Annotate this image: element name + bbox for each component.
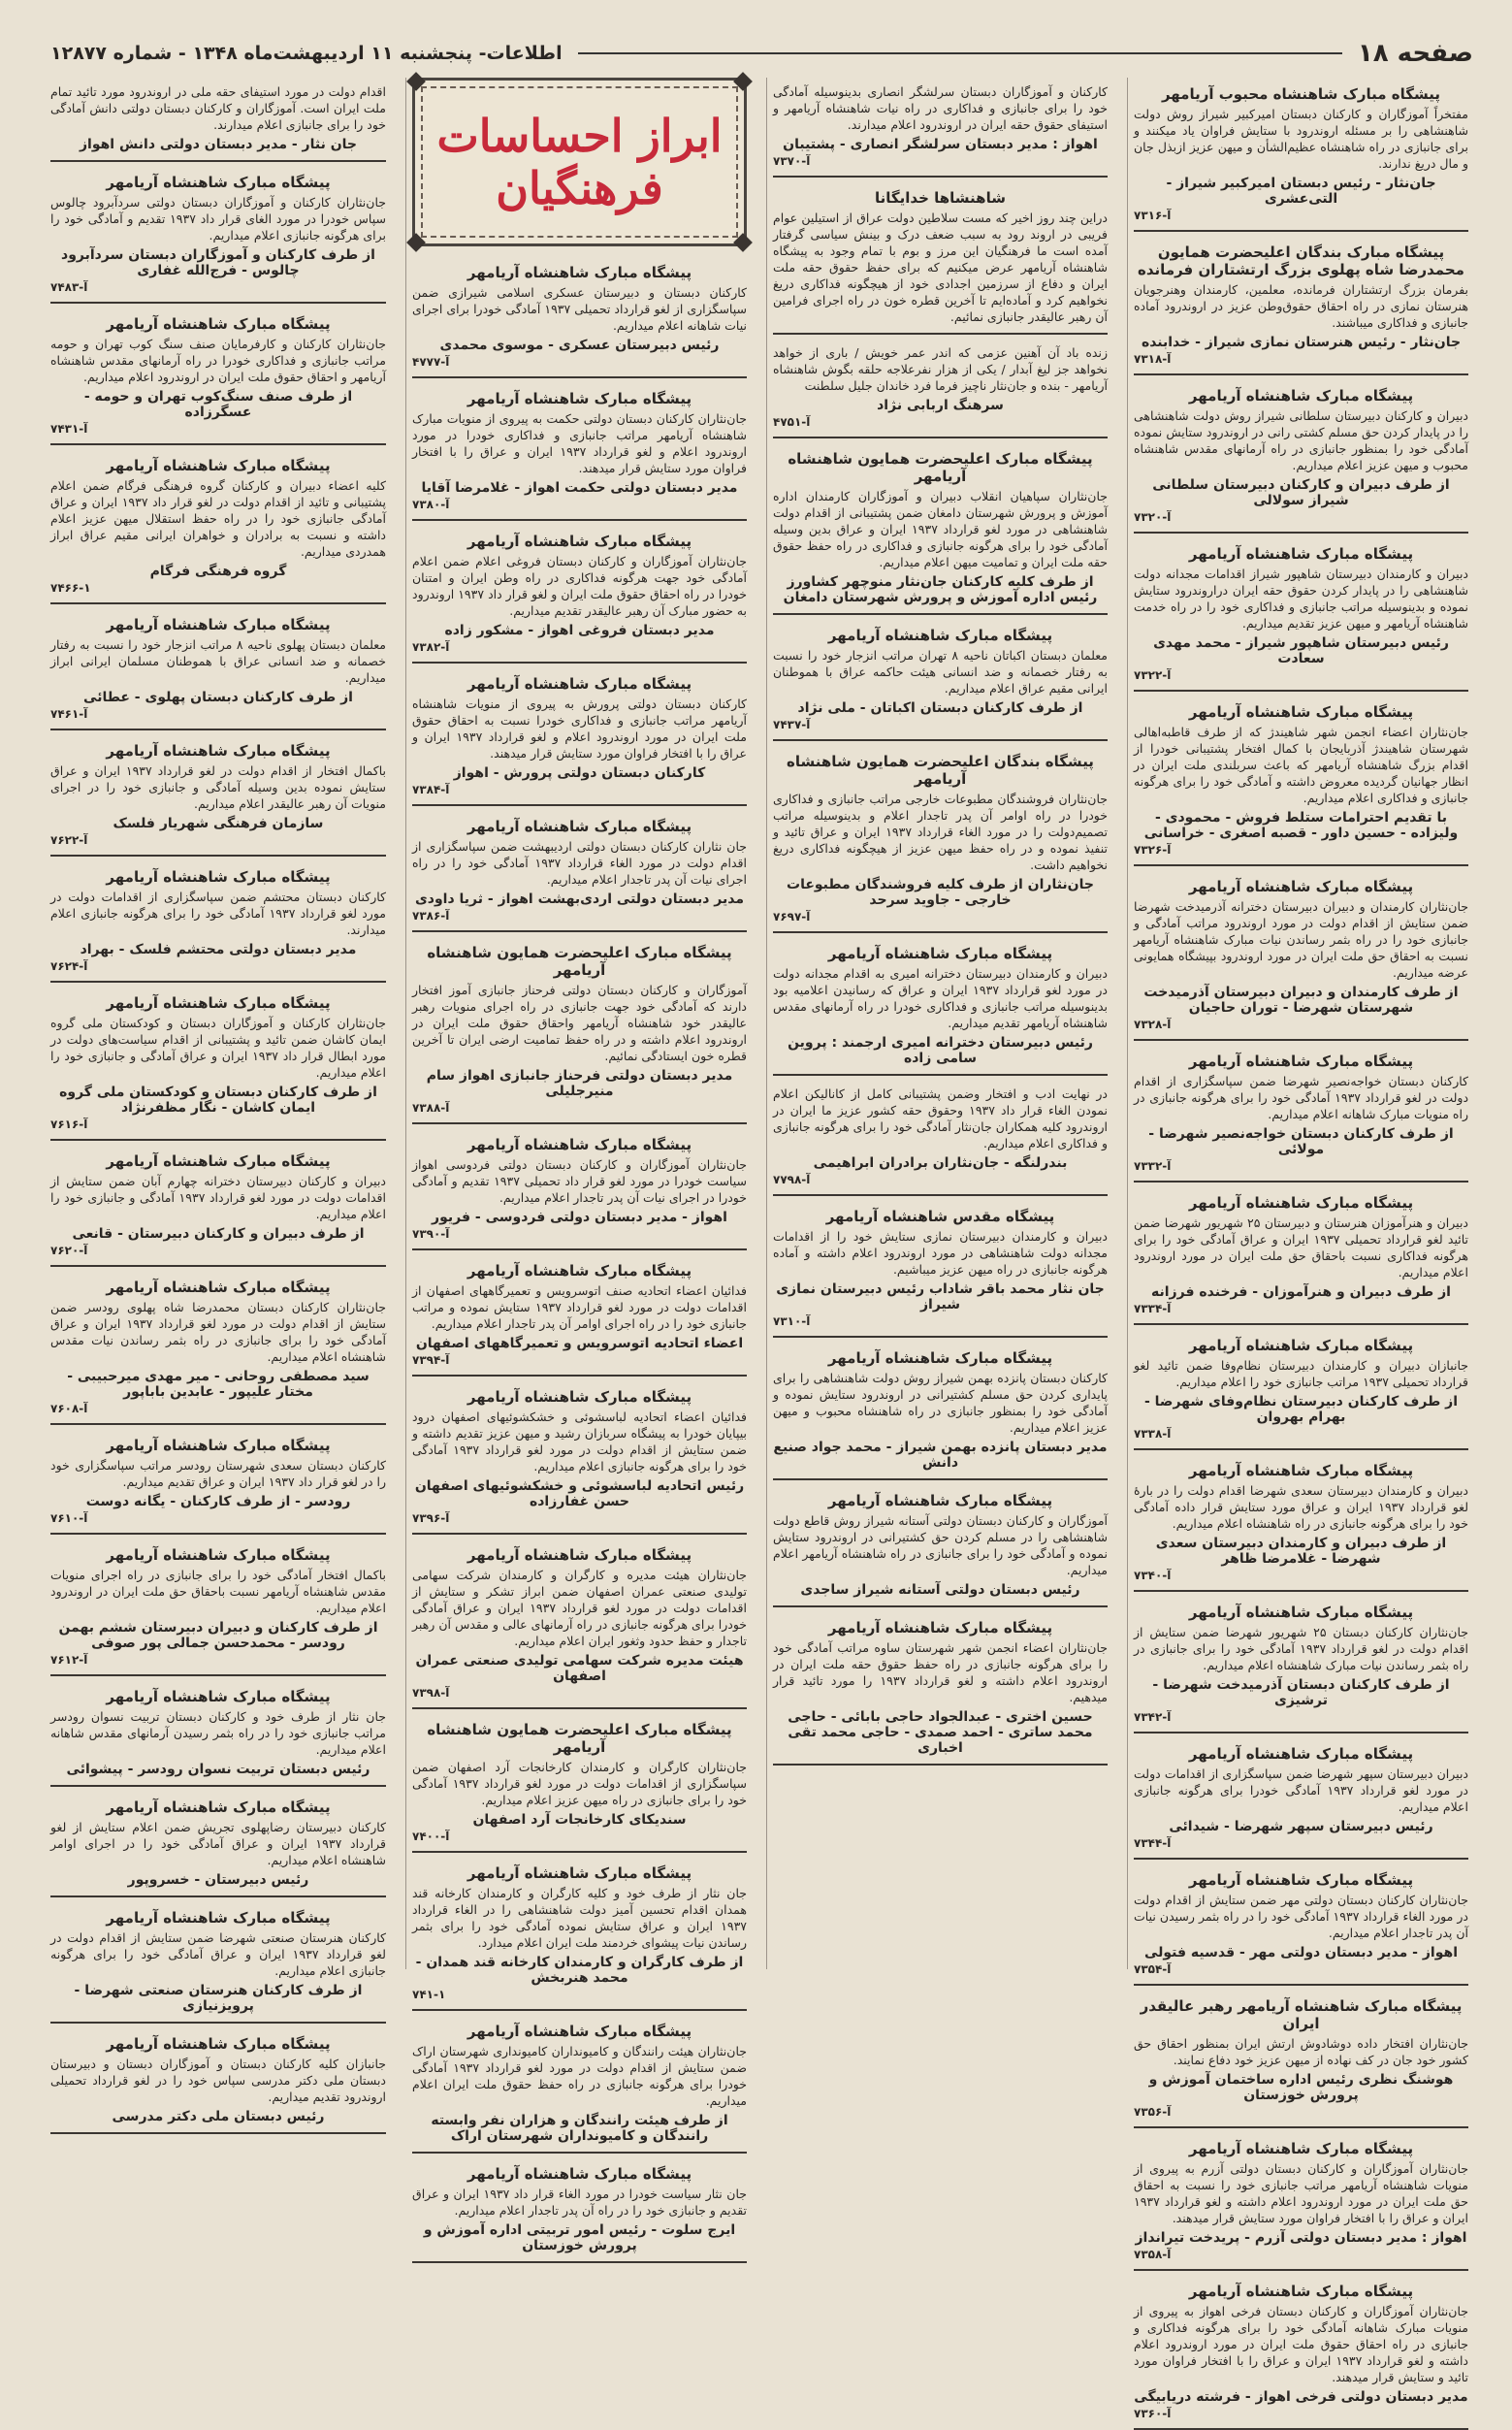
announcement (50, 734, 386, 857)
announcement-code: ۷۶۰۸-آ (50, 1402, 88, 1415)
announcement (773, 1080, 1108, 1196)
announcement-title: پیشگاه مبارک شاهنشاه آریامهر (466, 818, 692, 835)
columns (39, 78, 1474, 2420)
announcement-signature: مدیر دبستان فروغی اهواز - مشکور زاده (444, 623, 715, 638)
announcement-signature: اعضاء اتحادیه اتوسرویس و تعمیرگاههای اصفهان (415, 1336, 744, 1351)
announcement-code: ۷۳۹۸-آ (412, 1686, 450, 1700)
announcement-title: پیشگاه بندگان اعلیحضرت همایون شاهنشاه آریامهر (787, 753, 1094, 788)
announcement-signature: از طرف کارکنان دبستان آذرمیدخت شهرضا - ترشیزی (1152, 1677, 1450, 1708)
announcement-body: جان‌نثاران کارکنان و آموزگاران دبستان دولتی سردآبرود چالوس سپاس خودرا در مورد الغای قرار داد ۱۹۳۷ تقدیم و آمادگی خود را برای هرگونه جانبازی اعلام میداریم. (50, 195, 386, 243)
announcement-signature: جان‌نثار - رئیس دبستان امیرکبیر شیراز - التی‌عشری (1166, 176, 1436, 207)
announcement-signature: از طرف کارکنان و دبیران دبیرستان ششم بهمن رودسر - محمدحسن جمالی پور صوفی (58, 1620, 378, 1651)
announcement-code: ۷۳۸۲-آ (412, 640, 450, 654)
announcement-title: پیشگاه مبارک شاهنشاه آریامهر (106, 868, 331, 886)
announcement (1134, 1737, 1468, 1860)
announcement-title: پیشگاه مبارک شاهنشاه آریامهر (466, 533, 692, 550)
announcement-code: ۷۳۲۲-آ (1134, 668, 1172, 682)
announcement (1134, 379, 1468, 534)
announcement-title: پیشگاه مبارک شاهنشاه آریامهر (1188, 2283, 1414, 2300)
announcement-code: ۷۳۵۴-آ (1134, 1962, 1172, 1976)
announcement-body: کارکنان هنرستان صنعتی شهرضا ضمن ستایش از اقدام دولت در لغو قرارداد ۱۹۳۷ ایران و عراق آمادگی خود را برای هرگونه جانبازی اعلام میداریم. (50, 1930, 386, 1978)
announcement-code: ۷۳۹۰-آ (412, 1227, 450, 1241)
announcement-body: دبیران و کارمندان دبیرستان نمازی ستایش خود را از اقدامات مجدانه دولت شاهنشاهی در مورد اروندرود اعلام داشته و آماده هرگونه جانبازی در راه میهن عزیز میباشیم. (773, 1229, 1108, 1277)
announcement (50, 987, 386, 1141)
announcement-title: پیشگاه مبارک شاهنشاه آریامهر (466, 1546, 692, 1564)
announcement-signature: جان‌نثار - رئیس هنرستان نمازی شیراز - خدابنده (1141, 335, 1462, 350)
announcement-body: اقدام دولت در مورد استیفای حقه ملی در اروندرود مورد تائید تمام ملت ایران است. آموزگاران و کارکنان دبستان دولتی دانش آمادگی خود را برای جانبازی اعلام میدارند. (50, 84, 386, 132)
announcement (50, 1791, 386, 1897)
announcement (50, 1680, 386, 1787)
announcement-body: جان نثار سیاست خودرا در مورد الغاء قرار داد ۱۹۳۷ ایران و عراق تقدیم و جانبازی خود را در راه آن پدر تاجدار اعلام میداریم. (412, 2187, 747, 2218)
announcement-body: جان نثار از طرف خود و کلیه کارگران و کارمندان کارخانه قند همدان اقدام تحسین آمیز دولت شاهنشاهی را در الغاء قرارداد ۱۹۳۷ ایران و عراق ستایش نموده آمادگی خود را برای بثمر رساندن نیات پیشوای خردمند ملت ایران اعلام میدارد. (412, 1886, 747, 1950)
announcement-title: پیشگاه مبارک شاهنشاه آریامهر (106, 457, 331, 474)
announcement-code: ۷۳۸۰-آ (412, 498, 450, 511)
announcement (1134, 1186, 1468, 1325)
announcement-title: پیشگاه مبارک شاهنشاه آریامهر (1188, 1871, 1414, 1889)
announcement-title: پیشگاه مبارک شاهنشاه آریامهر (106, 315, 331, 333)
announcement (1134, 2132, 1468, 2271)
announcement-code: ۷۴۱-۱ (412, 1988, 446, 2001)
announcement-signature: مدیر دبستان دولتی فرحناز جانبازی اهواز سام منیرجلیلی (426, 1068, 733, 1099)
announcement-body: کارکنان دبستان سعدی شهرستان رودسر مراتب سپاسگزاری خود را در لغو قرار داد ۱۹۳۷ ایران و عراق تقدیم میداریم. (50, 1458, 386, 1489)
announcement-body: دبیران و کارمندان دبیرستان دخترانه امیری به اقدام مجدانه دولت در مورد لغو قرارداد ۱۹۳۷ ایران و عراق که رسانیدن اعلامیه بود بدینوسیله مراتب جانبازی و فداکاری خودرا در راه آرمانهای مقدس شاهنشاه آریامهر تقدیم میداریم. (773, 966, 1108, 1030)
announcement-code: ۷۳۲۰-آ (1134, 510, 1172, 524)
announcement-title: پیشگاه مبارک شاهنشاه آریامهر (1188, 1745, 1414, 1763)
announcement (1134, 1596, 1468, 1733)
announcement-code: ۷۳۳۴-آ (1134, 1302, 1172, 1315)
announcement-title: پیشگاه مبارک شاهنشاه آریامهر (106, 2035, 331, 2053)
announcement (773, 1484, 1108, 1607)
announcement-body: جان‌نثاران کارمندان و دبیران دبیرستان دخترانه آذرمیدخت شهرضا ضمن ستایش از اقدام دولت در مورد اروندرود مراتب آمادگی و جانبازی خود را در راه بثمر رساندن نیات مبارک شاهنشاه آریامهر نسبت به احقاق حق ملت ایران در مورد اروندرود بپیشگاه همایونی عرضه میداریم. (1134, 899, 1468, 980)
announcement-title: پیشگاه مبارک شاهنشاه آریامهر (827, 1492, 1053, 1509)
announcement-body: کارکنان دبیرستان رضاپهلوی تجریش ضمن اعلام ستایش از لغو قرارداد ۱۹۳۷ ایران و عراق آمادگی خود را در اجرای اوامر شاهنشاه اعلام میداریم. (50, 1820, 387, 1867)
announcement (50, 860, 386, 983)
announcement-signature: رئیس دبستان تربیت نسوان رودسر - پیشوائی (66, 1762, 370, 1777)
announcement-title: پیشگاه مبارک شاهنشاه آریامهر (827, 1349, 1053, 1367)
announcement-body: جان‌نثاران کارگران و کارمندان کارخانجات آرد اصفهان ضمن سپاسگزاری از اقدامات دولت در مورد لغو قرارداد ۱۹۳۷ آمادگی خود را برای جانبازی در راه میهن عزیز اعلام میداریم. (412, 1760, 748, 1807)
announcement-title: پیشگاه مبارک شاهنشاه آریامهر (1188, 387, 1414, 405)
announcement-code: ۷۷۹۸-آ (773, 1173, 811, 1186)
announcement (50, 2027, 386, 2134)
announcement-code: ۷۳۳۲-آ (1134, 1159, 1172, 1173)
column-3-items (412, 256, 747, 2263)
announcement-code: ۷۶۱۲-آ (50, 1653, 88, 1667)
announcement-title: پیشگاه مبارک شاهنشاه آریامهر (106, 994, 331, 1012)
announcement (50, 308, 386, 445)
announcement-signature: سید مصطفی روحانی - میر مهدی میرحبیبی - مختار علیپور - عابدین باباپور (67, 1369, 370, 1400)
announcement (50, 1429, 386, 1535)
headline-banner (412, 78, 747, 246)
announcement-title: پیشگاه مبارک اعلیحضرت همایون شاهنشاه آریامهر (427, 1721, 732, 1756)
announcement-code: ۷۴۳۷-آ (773, 718, 811, 731)
announcement-body: دراین چند روز اخیر که مست سلاطین دولت عراق از استیلین عوام فریبی در اروند رود به سبب ضعف درک و بینش سیاسی گرفتار آمده است ما فرهنگیان این مرز و بوم با تمام وجود به پیشگاه شاهنشاه آریامهر عرض میکنیم که برای حفظ حقوق حقه ملت ایران و دفاع از سرزمین اجدادی خود از هیچگونه فداکاری دریغ نخواهیم کرد و آماده‌ایم تا آخرین قطره خون در راه اجرای فرامین آن رهبر عالیقدر جانبازی نمائیم. (773, 211, 1108, 324)
announcement-title: پیشگاه مبارک شاهنشاه آریامهر (827, 945, 1053, 962)
announcement-body: جان‌نثاران آموزگاران و کارکنان دبستان دولتی فردوسی اهواز سیاست خودرا در مورد لغو قرار داد تحمیلی ۱۹۳۷ تقدیم و آمادگی خودرا در اجرای نیات آن پدر تاجدار اعلام میداریم. (412, 1157, 747, 1205)
announcement-body: معلمان دبستان پهلوی ناحیه ۸ مراتب انزجار خود را نسبت به رفتار خصمانه و ضد انسانی عراق با هموطنان مسلمان ایرانی ابراز میداریم. (50, 637, 386, 685)
announcement-signature: بندرلنگه - جان‌نثاران برادران ابراهیمی (813, 1155, 1068, 1171)
announcement-body: دبیران و هنرآموزان هنرستان و دبیرستان ۲۵ شهریور شهرضا ضمن تائید لغو قرارداد تحمیلی ۱۹۳۷ ایران و عراق آمادگی خود را برای هرگونه فداکاری نسبت باحقاق حق ملت ایران در مورد اروندرود اعلام میداریم. (1134, 1215, 1468, 1280)
page-header (50, 37, 1473, 70)
headline-title: ابراز احساسات فرهنگیان (436, 110, 723, 214)
announcement-code: ۷۳۷۰-آ (773, 154, 811, 168)
announcement (773, 619, 1108, 741)
announcement-signature: گروه فرهنگی فرگام (149, 564, 287, 579)
announcement-body: جانبازان دبیران و کارمندان دبیرستان نظام‌وفا ضمن تائید لغو قرارداد تحمیلی ۱۹۳۷ مراتب جانبازی خود را اعلام میداریم. (1134, 1358, 1468, 1389)
announcement (412, 256, 747, 378)
announcement-signature: از طرف دبیران و هنرآموزان - فرخنده فرزانه (1151, 1284, 1451, 1300)
announcement-signature: هیئت مدیره شرکت سهامی تولیدی صنعتی عمران اصفهان (415, 1653, 744, 1684)
announcement-title: پیشگاه مبارک شاهنشاه آریامهر (1188, 1194, 1414, 1212)
announcement-body: دبیران دبیرستان سپهر شهرضا ضمن سپاسگزاری از اقدامات دولت در مورد لغو قرارداد ۱۹۳۷ آمادگی خودرا برای هرگونه جانبازی اعلام میداریم. (1134, 1766, 1468, 1814)
announcement-body: جان‌نثاران سپاهیان انقلاب دبیران و آموزگاران کارمندان اداره آموزش و پرورش شهرستان دامغان ضمن پشتیبانی از اقدام دولت شاهنشاهی در مورد لغو قرارداد ۱۹۳۷ ایران و عراق بدین وسیله آمادگی خود را برای هرگونه جانبازی و فداکاری در راه حفظ حقوق حقه ملت ایران و تمامیت میهن اعلام میداریم. (773, 489, 1108, 569)
announcement (1134, 537, 1468, 692)
announcement (1134, 1045, 1468, 1183)
announcement-code: ۷۳۱۸-آ (1134, 352, 1172, 366)
announcement-code: ۷۶۱۶-آ (50, 1118, 88, 1131)
announcement-title: پیشگاه مبارک شاهنشاه آریامهر (106, 1279, 331, 1296)
announcement-signature: از طرف کلیه کارکنان جان‌نثار منوچهر کشاورز رئیس اداره آموزش و پرورش شهرستان دامغان (783, 574, 1098, 605)
announcement-signature: سندیکای کارخانجات آرد اصفهان (472, 1812, 687, 1828)
announcement-body: جان‌نثاران کارکنان دبستان دولتی مهر ضمن ستایش از اقدام دولت در مورد الغاء قرارداد ۱۹۳۷ آمادگی خود را در راه بثمر رسیدن نیات آن پدر تاجدار اعلام میداریم. (1134, 1893, 1468, 1940)
announcement-title: پیشگاه مبارک شاهنشاه آریامهر (827, 627, 1053, 644)
announcement-code: ۷۳۴۰-آ (1134, 1569, 1172, 1582)
announcement-signature: جان نثار - مدیر دبستان دولتی دانش اهواز (79, 137, 358, 152)
announcement-code: ۷۴۶۶-۱ (50, 581, 91, 595)
announcement (412, 1713, 747, 1853)
announcement (412, 2015, 747, 2154)
announcement-title: پیشگاه مبارک شاهنشاه آریامهر (106, 1909, 331, 1927)
announcement-title: پیشگاه مبارک شاهنشاه آریامهر (1188, 703, 1414, 721)
announcement-body: جان‌نثاران کارکنان و کارفرمایان صنف سنگ کوب تهران و حومه مراتب جانبازی و فداکاری خودرا در راه آرمانهای مقدس شاهنشاه آریامهر و احقاق حقوق ملت ایران در اروندرود اعلام میداریم. (50, 337, 386, 384)
announcement (773, 78, 1108, 178)
announcement-code: ۷۳۹۴-آ (412, 1353, 450, 1367)
announcement-code: ۷۳۵۸-آ (1134, 2248, 1172, 2261)
announcement (412, 382, 747, 521)
announcement (50, 449, 386, 604)
announcement-body: جان‌نثاران کارکنان دبستان محمدرضا شاه پهلوی رودسر ضمن ستایش از اقدام دولت در مورد لغو قرارداد ۱۹۳۷ ایران و عراق آمادگی خود را برای جانبازی در راه بثمر رساندن نیات مقدس شاهنشاه اعلام میداریم. (50, 1300, 386, 1364)
announcement-body: کلیه اعضاء دبیران و کارکنان گروه فرهنگی فرگام ضمن اعلام پشتیبانی و تائید از اقدام دولت در لغو قرار داد ۱۹۳۷ ایران و عراق آمادگی جانبازی خود را در راه حفظ استقلال میهن عزیز اعلام داشته و نسبت به برادران و خواهران ایرانی مقیم عراق ابراز همدردی میداریم. (50, 478, 386, 559)
announcement (50, 1271, 386, 1425)
announcement-body: جان‌نثاران افتخار داده دوشادوش ارتش ایران بمنظور احقاق حق کشور خود جان در کف نهاده از میهن عزیز خود دفاع نمایند. (1134, 2036, 1468, 2067)
issue-line: اطلاعات- پنجشنبه ۱۱ اردیبهشت‌ماه ۱۳۴۸ - شماره ۱۲۸۷۷ (50, 43, 563, 64)
announcement (50, 166, 386, 304)
announcement-signature: اهواز : مدیر دبستان سرلشگر انصاری - پشتیبان (783, 137, 1098, 152)
announcement-signature: از طرف کارکنان هنرستان صنعتی شهرضا - پرویزنیازی (74, 1983, 363, 2014)
announcement-title: پیشگاه مبارک شاهنشاه آریامهر (106, 742, 331, 760)
banner-frame (421, 86, 738, 238)
announcement-title: پیشگاه مبارک شاهنشاه آریامهر (466, 1136, 692, 1153)
announcement (1134, 2275, 1468, 2430)
announcement-body: دبیران و کارکنان دبیرستان سلطانی شیراز روش دولت شاهنشاهی را در پایدار کردن حق مسلم کشتی رانی در اروندرود ستایش نموده آمادگی خود را بمنظور جانبازی در راه آرمانهای مقدس شاهنشاه محبوب و میهن عزیز اعلام میداریم. (1134, 408, 1468, 472)
announcement-code: ۷۴۸۳-آ (50, 280, 88, 294)
header-rule (578, 52, 1342, 54)
announcement-signature: مدیر دبستان دولتی فرخی اهواز - فرشته دریابیگی (1134, 2389, 1468, 2405)
announcement-signature: کارکنان دبستان دولتی پرورش - اهواز (453, 765, 706, 781)
announcement-body: کارکنان و آموزگاران دبستان سرلشگر انصاری بدینوسیله آمادگی خود را برای جانبازی و فداکاری در راه نیات شاهنشاه آریامهر و استیفای حقوق حقه ایران در اروندرود اعلام میدارند. (773, 84, 1108, 132)
announcement-code: ۷۳۱۰-آ (773, 1314, 811, 1328)
announcement-title: پیشگاه مبارک شاهنشاه آریامهر (106, 1688, 331, 1705)
announcement (773, 745, 1108, 933)
announcement-signature: رئیس دبیرستان دخترانه امیری ارجمند : پروین سامی زاده (788, 1035, 1093, 1066)
announcement-body: جان‌نثاران آموزگاران و کارکنان دبستان فروغی اعلام ضمن اعلام آمادگی خود جهت هرگونه فداکاری در راه وطن ایران و امتنان خودرا در راه احقاق حقوق ملت ایران و لغو قرار داد ۱۹۳۷ اروندرود به حضور مبارک آن رهبر عالیقدر تقدیم میداریم. (412, 554, 748, 618)
announcement-body: جان‌نثاران کارکنان و آموزگاران دبستان و کودکستان ملی گروه ایمان کاشان ضمن تائید و پشتیبانی از اقدام سیاست‌های دولت در مورد ابطال قرار داد ۱۹۳۷ ایران و عراق آمادگی و جانبازی خود را اعلام میداریم. (50, 1016, 386, 1080)
announcement-signature: از طرف کارگران و کارمندان کارخانه قند همدان - محمد هنربخش (415, 1955, 744, 1986)
announcement-body: باکمال افتخار از اقدام دولت در لغو قرارداد ۱۹۳۷ ایران و عراق ستایش نموده بدین وسیله آمادگی و جانبازی خود را در اجرای منویات آن رهبر عالیقدر اعلام میداریم. (50, 763, 386, 811)
announcement-code: ۷۳۱۶-آ (1134, 209, 1172, 222)
announcement-signature: از طرف هیئت رانندگان و هزاران نفر وابسته رانندگان و کامیونداران شهرستان اراک (431, 2113, 728, 2144)
announcement-code: ۷۳۴۴-آ (1134, 1836, 1172, 1850)
announcement-code: ۷۳۶۰-آ (1134, 2407, 1172, 2420)
announcement (1134, 78, 1468, 232)
announcement (773, 1200, 1108, 1338)
announcement-signature: هوشنگ نظری رئیس اداره ساختمان آموزش و پرورش خوزستان (1148, 2072, 1454, 2103)
announcement-signature: رئیس دبستان ملی دکتر مدرسی (112, 2109, 325, 2124)
announcement-code: ۷۳۲۶-آ (1134, 843, 1172, 857)
announcement-code: ۴۷۵۱-آ (773, 415, 811, 429)
announcement-body: فدائیان اعضاء اتحادیه لباسشوئی و خشکشوئیهای اصفهان درود بیپایان خودرا به پیشگاه سربازان رشید و میهن عزیز تقدیم داشته و ضمن ستایش از اقدام دولت در مورد لغو قرارداد ۱۹۳۷ آمادگی خود را برای هرگونه جانبازی اعلام میداریم. (412, 1409, 747, 1474)
announcement-signature: جان نثار محمد باقر شاداب رئیس دبیرستان نمازی شیراز (776, 1281, 1105, 1312)
announcement-body: باکمال افتخار آمادگی خود را برای جانبازی در راه اجرای منویات مقدس شاهنشاه آریامهر نسبت باحقاق حق ملت ایران در اروندرود اعلام میداریم. (50, 1568, 386, 1615)
announcement-title: پیشگاه مبارک بندگان اعلیحضرت همایون محمدرضا شاه پهلوی بزرگ ارتشتاران فرمانده (1138, 243, 1464, 278)
announcement (1134, 870, 1468, 1041)
announcement-signature: رئیس دبیرستان سپهر شهرضا - شیدائی (1169, 1819, 1433, 1834)
announcement-signature: جان‌نثاران از طرف کلیه فروشندگان مطبوعات خارجی - جاوید سرحد (787, 877, 1094, 908)
announcement-code: ۷۴۳۱-آ (50, 422, 88, 436)
announcement-body: جان‌نثاران کارکنان دبستان ۲۵ شهریور شهرضا ضمن ستایش از اقدام دولت در لغو قرارداد ۱۹۳۷ آمادگی خود را برای جانبازی در راه بثمر رساندن نیات مبارک شاهنشاه اعلام میداریم. (1134, 1625, 1468, 1672)
announcement (773, 339, 1108, 438)
announcement-signature: مدیر دبستان دولتی اردی‌بهشت اهواز - ثریا داودی (414, 891, 745, 907)
announcement-body: جانبازان کلیه کارکنان دبستان و آموزگاران دبستان و دبیرستان دبستان ملی دکتر مدرسی سپاس خود را در لغو قرارداد تحمیلی اروندرود تقدیم میداریم. (50, 2057, 386, 2104)
announcement-body: دبیران و کارکنان دبیرستان دخترانه چهارم آبان ضمن ستایش از اقدامات دولت در مورد لغو قرارداد ۱۹۳۷ آمادگی و جانبازی خود را اعلام میداریم. (50, 1174, 386, 1221)
announcement-code: ۷۳۳۸-آ (1134, 1427, 1172, 1441)
announcement-code: ۷۶۲۴-آ (50, 959, 88, 973)
announcement (1134, 1454, 1468, 1592)
announcement-title: پیشگاه مبارک شاهنشاه آریامهر (106, 1798, 331, 1816)
announcement-body: دبیران و کارمندان دبیرستان سعدی شهرضا اقدام دولت را در بارهٔ لغو قرارداد ۱۹۳۷ ایران و عراق مورد ستایش قرار داده آمادگی خود را برای هرگونه جانبازی در راه شاهنشاه اعلام میداریم. (1134, 1483, 1468, 1531)
announcement-signature: ایرج سلوت - رئیس امور تربیتی اداره آموزش و پرورش خوزستان (423, 2222, 736, 2253)
announcement (773, 181, 1108, 335)
announcement-body: جان‌نثاران کارکنان دبستان دولتی حکمت به پیروی از منویات مبارک شاهنشاه آریامهر مراتب جانبازی و فداکاری خودرا در مورد اروندرود اعلام و لغو قرارداد ۱۹۳۷ ایران و عراق را با افتخار فراوان مورد ستایش قرار میدهند. (412, 411, 747, 475)
announcement-body: بفرمان بزرگ ارتشتاران فرمانده، معلمین، کارمندان وهنرجویان هنرستان نمازی در راه احقاق حقوق‌وطن عزیز در اروندرود آماده جانبازی و فداکاری میباشند. (1134, 282, 1468, 330)
announcement-code: ۷۳۴۲-آ (1134, 1710, 1172, 1724)
announcement (412, 1857, 747, 2011)
announcement-title: پیشگاه مبارک شاهنشاه آریامهر (466, 1864, 692, 1882)
column-3 (405, 78, 753, 2253)
announcement-signature: از طرف دبیران و کارمندان دبیرستان سعدی شهرضا - غلامرضا ظاهر (1155, 1536, 1447, 1567)
announcement-title: پیشگاه مبارک شاهنشاه آریامهر (106, 616, 331, 633)
announcement (773, 1611, 1108, 1766)
announcement-body: کارکنان دبستان پانزده بهمن شیراز روش دولت شاهنشاهی را برای پایداری کردن حق مسلم کشتیرانی در اروندرود ستایش نموده و آمادگی خود را بمنظور جانبازی در راه شاهنشاه محبوب و میهن عزیز اعلام میداریم. (773, 1371, 1108, 1435)
announcement-signature: مدیر دبستان دولتی محتشم فلسک - بهراد (80, 942, 357, 957)
announcement-signature: مدیر دبستان پانزده بهمن شیراز - محمد جواد صنیع دانش (773, 1440, 1108, 1471)
announcement-signature: رئیس دبستان دولتی آستانه شیراز ساجدی (800, 1582, 1080, 1598)
announcement-title: پیشگاه مبارک اعلیحضرت همایون شاهنشاه آریامهر (788, 450, 1093, 485)
announcement-signature: اهواز : مدیر دبستان دولتی آزرم - پریدخت تیرانداز (1135, 2230, 1467, 2246)
announcement-body: مفتخراً آموزگاران و کارکنان دبستان امیرکبیر شیراز روش دولت شاهنشاهی را بر مسئله اروندرود با ستایش فراوان یاد میکنند و برای جانبازی در راه شاهنشاه عظیم‌الشأن و میهن عزیز ازبذل جان و مال دریغ ندارند. (1134, 107, 1468, 171)
announcement (1134, 236, 1468, 375)
announcement-code: ۷۴۰۰-آ (412, 1830, 450, 1843)
announcement-title: پیشگاه مبارک شاهنشاه آریامهر (1188, 1604, 1414, 1621)
announcement (773, 937, 1108, 1076)
announcement-title: پیشگاه مبارک شاهنشاه آریامهر (466, 2165, 692, 2183)
announcement-title: پیشگاه مبارک شاهنشاه آریامهر (466, 1262, 692, 1280)
announcement (773, 442, 1108, 615)
announcement-title: پیشگاه مبارک شاهنشاه آریامهر (1188, 1462, 1414, 1479)
announcement-code: ۴۷۷۷-آ (412, 355, 450, 369)
announcement-body: جان‌نثاران آموزگاران و کارکنان دبستان فرخی اهواز به پیروی از منویات مبارک شاهانه آمادگی خود را برای هرگونه فداکاری و جانبازی در راه احقاق حقوق ملت ایران در مورد اروندرود اعلام داشته و لغو قرارداد ۱۹۳۷ ایران و عراق را با افتخار فراوان مورد تائید و ستایش قرار میدهند. (1134, 2304, 1468, 2384)
announcement-title: پیشگاه مبارک شاهنشاه محبوب آریامهر (1161, 85, 1441, 103)
announcement-body: معلمان دبستان اکباتان ناحیه ۸ تهران مراتب انزجار خود را نسبت به رفتار خصمانه و ضد انسانی هیئت حاکمه عراق با هموطنان ایرانی مقیم عراق اعلام میداریم. (773, 648, 1108, 696)
announcement (412, 1128, 747, 1250)
announcement (1134, 1990, 1468, 2128)
announcement-title: پیشگاه مبارک شاهنشاه آریامهر رهبر عالیقدر ایران (1140, 1997, 1463, 2032)
announcement-code: ۷۳۹۶-آ (412, 1511, 450, 1525)
announcement-code: ۷۶۹۷-آ (773, 910, 811, 923)
announcement-code: ۷۶۲۰-آ (50, 1244, 88, 1257)
announcement-body: آموزگاران و کارکنان دبستان دولتی آستانه شیراز روش قاطع دولت شاهنشاهی را در مسلم کردن حق کشتیرانی در اروندرود ستایش نموده و آمادگی خود را برای جانبازی در راه شاهنشاه آریامهر اعلام میداریم. (773, 1513, 1108, 1577)
announcement-body: فدائیان اعضاء اتحادیه صنف اتوسرویس و تعمیرگاههای اصفهان از اقدامات دولت در مورد لغو قرارداد ۱۹۳۷ ستایش نموده و مراتب جانبازی خود را در راه اجرای اوامر آن پدر تاجدار اعلام میداریم. (412, 1283, 747, 1331)
announcement-signature: از طرف کارکنان و آموزگاران دبستان سردآبرود چالوس - فرج‌الله غفاری (61, 247, 375, 278)
announcement-signature: حسین اختری - عبدالجواد حاجی بابائی - حاجی محمد ساتری - احمد صمدی - حاجی محمد تقی اخباری (788, 1709, 1093, 1756)
announcement-signature: از طرف کارکنان دبستان خواجه‌نصیر شهرضا - مولائی (1148, 1126, 1454, 1157)
announcement-signature: سازمان فرهنگی شهریار فلسک (113, 816, 324, 831)
announcement (412, 1380, 747, 1535)
announcement-code: ۷۳۲۸-آ (1134, 1018, 1172, 1031)
announcement-title: پیشگاه مبارک شاهنشاه آریامهر (466, 264, 692, 281)
announcement-title: پیشگاه مبارک شاهنشاه آریامهر (1188, 1053, 1414, 1070)
announcement-signature: از طرف دبیران و کارکنان دبیرستان - قانعی (72, 1226, 365, 1242)
announcement-signature: از طرف کارکنان دبستان پهلوی - عطائی (83, 690, 353, 705)
announcement (412, 667, 747, 806)
announcement-body: کارکنان دبستان و دبیرستان عسکری اسلامی شیرازی ضمن سپاسگزاری از لغو قرارداد تحمیلی ۱۹۳۷ آمادگی خودرا برای اجرای نیات شاهانه اعلام میداریم. (412, 285, 747, 333)
announcement (1134, 1329, 1468, 1450)
announcement-code: ۷۳۸۶-آ (412, 909, 450, 923)
announcement-body: جان‌نثاران هیئت رانندگان و کامیونداران کامیونداری شهرستان اراک ضمن ستایش از اقدام دولت در مورد لغو قرارداد ۱۹۳۷ آمادگی خودرا برای هرگونه جانبازی در راه حفظ حقوق ملت ایران اعلام میداریم. (412, 2044, 747, 2108)
announcement (412, 2157, 747, 2263)
announcement-signature: از طرف کارکنان دبستان اکباتان - ملی نژاد (797, 700, 1083, 716)
announcement-title: پیشگاه مقدس شاهنشاه آریامهر (825, 1208, 1055, 1225)
announcement-signature: رئیس دبیرستان عسکری - موسوی محمدی (439, 338, 720, 353)
announcement-signature: از طرف دبیران و کارکنان دبیرستان سلطانی شیراز سولالی (1152, 477, 1450, 508)
announcement (1134, 1863, 1468, 1986)
announcement-body: در نهایت ادب و افتخار وضمن پشتیبانی کامل از کانالیکن اعلام نمودن الغاء قرار داد ۱۹۳۷ وحقوق حقه کشور عزیز ما ایران در اروندرود کلیه همکاران جان‌نثار آمادگی خود را برای هرگونه جانبازی و فداکاری اعلام میداریم. (773, 1086, 1108, 1150)
announcement-title: پیشگاه مبارک شاهنشاه آریامهر (106, 174, 331, 191)
announcement-code: ۷۴۶۱-آ (50, 707, 88, 721)
announcement-code: ۷۳۸۸-آ (412, 1101, 450, 1115)
announcement-body: آموزگاران و کارکنان دبستان دولتی فرحناز جانبازی آموز افتخار دارند که آمادگی خود جهت جانبازی در راه اجرای منویات رهبر عالیقدر خود شاهنشاه آریامهر واحقاق حقوق ملت ایران در اروندرود اعلام داشته و در راه حفظ تمامیت ارضی ایران تا آخرین قطره خون ایستادگی نمائیم. (412, 983, 747, 1063)
announcement-title: پیشگاه مبارک اعلیحضرت همایون شاهنشاه آریامهر (427, 944, 732, 979)
announcement (50, 78, 386, 162)
announcement-body: کارکنان دبستان دولتی پرورش به پیروی از منویات شاهنشاه آریامهر مراتب جانبازی و فداکاری خودرا نسبت به احقاق حقوق ملت ایران در مورد اروندرود اعلام و لغو قرارداد ۱۹۳۷ ایران و عراق را با افتخار فراوان مورد ستایش قرار میدهند. (412, 697, 747, 761)
announcement (50, 1539, 386, 1676)
announcement-title: پیشگاه مبارک شاهنشاه آریامهر (1188, 545, 1414, 563)
announcement-signature: سرهنگ اربابی نژاد (877, 398, 1004, 413)
announcement-title: پیشگاه مبارک شاهنشاه آریامهر (1188, 2140, 1414, 2157)
announcement (412, 810, 747, 932)
announcement-signature: از طرف کارکنان دبیرستان نظام‌وفای شهرضا - بهرام بهروان (1143, 1394, 1459, 1425)
announcement-body: کارکنان دبستان محتشم ضمن سپاسگزاری از اقدامات دولت در مورد لغو قرارداد ۱۹۳۷ آمادگی خود را برای هرگونه جانبازی اعلام میدارند. (50, 890, 386, 937)
column-2 (766, 78, 1113, 1969)
announcement (50, 1145, 386, 1267)
announcement-title: پیشگاه مبارک شاهنشاه آریامهر (106, 1152, 331, 1170)
page-number: صفحه ۱۸ (1357, 39, 1473, 68)
announcement-title: پیشگاه مبارک شاهنشاه آریامهر (466, 2023, 692, 2040)
announcement-signature: مدیر دبستان دولتی حکمت اهواز - غلامرضا آقایا (421, 480, 738, 496)
announcement-code: ۷۳۸۴-آ (412, 783, 450, 796)
announcement-body: کارکنان دبستان خواجه‌نصیر شهرضا ضمن سپاسگزاری از اقدام دولت در لغو قرارداد ۱۹۳۷ آمادگی خود را برای هرگونه جانبازی در راه منویات مبارک شاهانه اعلام میداریم. (1134, 1074, 1469, 1121)
announcement-title: پیشگاه مبارک شاهنشاه آریامهر (466, 675, 692, 693)
announcement-signature: از طرف کارکنان دبستان و کودکستان ملی گروه ایمان کاشان - نگار مظفرنژاد (59, 1085, 377, 1116)
announcement (773, 1342, 1108, 1480)
announcement (412, 525, 747, 664)
announcement-title: پیشگاه مبارک شاهنشاه آریامهر (106, 1546, 331, 1564)
announcement-signature: رئیس دبیرستان شاهپور شیراز - محمد مهدی سعادت (1153, 635, 1449, 666)
announcement-signature: رودسر - از طرف کارکنان - یگانه دوست (85, 1494, 351, 1509)
column-1 (1127, 78, 1474, 2420)
announcement (412, 1254, 747, 1377)
announcement-code: ۷۶۱۰-آ (50, 1511, 88, 1525)
announcement-body: جان‌نثاران آموزگاران و کارکنان دبستان دولتی آزرم به پیروی از منویات شاهنشاه آریامهر مراتب جانبازی خود را نسبت به احقاق حق ملت ایران در مورد اروندرود اعلام داشته و لغو قرارداد ۱۹۳۷ ایران و عراق را با افتخار فراوان مورد ستایش قرار میدهند. (1134, 2161, 1468, 2225)
announcement-body: دبیران و کارمندان دبیرستان شاهپور شیراز اقدامات مجدانه دولت شاهنشاهی را در پایدار کردن حقوق حقه ایران دراروندرود ستایش نموده و بدینوسیله مراتب جانبازی و فداکاری خود را در راه خدمت شاهنشاه آریامهر و میهن عزیز تقدیم میداریم. (1134, 567, 1468, 631)
announcement (50, 1901, 386, 2024)
announcement-title: پیشگاه مبارک شاهنشاه آریامهر (106, 1437, 331, 1454)
announcement-signature: اهواز - مدیر دبستان دولتی مهر - قدسیه فتولی (1143, 1945, 1459, 1960)
announcement-body: جان نثاران کارکنان دبستان دولتی اردیبهشت ضمن سپاسگزاری از اقدام دولت در مورد الغاء قرارداد ۱۹۳۷ آمادگی خود را در راه اجرای نیات آن پدر تاجدار اعلام میداریم. (412, 839, 748, 887)
announcement-signature: از طرف صنف سنگ‌کوب تهران و حومه - عسگرزاده (83, 389, 353, 420)
announcement-signature: اهواز - مدیر دبستان دولتی فردوسی - فریور (432, 1210, 727, 1225)
announcement-code: ۷۶۲۲-آ (50, 833, 88, 847)
announcement-body: جان‌نثاران هیئت مدیره و کارگران و کارمندان شرکت سهامی تولیدی صنعتی عمران اصفهان ضمن ابراز تشکر و ستایش از اقدامات دولت در مورد لغو قرارداد ۱۹۳۷ ایران و عراق آمادگی خودرا برای هرگونه جانبازی در راه آرمانهای عالی و مقدس آن رهبر تاجدار و حفظ حدود وثغور ایران اعلام میداریم. (412, 1568, 747, 1648)
column-4 (45, 78, 392, 2124)
announcement (412, 1539, 747, 1709)
announcement-body: جان نثار از طرف خود و کارکنان دبستان تربیت نسوان رودسر مراتب جانبازی خود را در راه بثمر رسیدن آرمانهای مقدس شاهانه اعلام میداریم. (50, 1709, 386, 1757)
announcement-title: پیشگاه مبارک شاهنشاه آریامهر (827, 1619, 1053, 1636)
announcement-signature: از طرف کارمندان و دبیران دبیرستان آذرمیدخت شهرستان شهرضا - توران حاجیان (1143, 985, 1459, 1016)
announcement-title: پیشگاه مبارک شاهنشاه آریامهر (1188, 1337, 1414, 1354)
announcement-body: جان‌نثاران اعضاء انجمن شهر شهرستان ساوه مراتب آمادگی خود را برای هرگونه جانبازی در راه حفظ حقوق حقه ملت ایران در اروندرود اعلام داشته و لغو قرارداد ۱۹۳۷ را مورد تائید قرار میدهیم. (773, 1640, 1108, 1704)
announcement-title: شاهنشاها خدایگانا (875, 189, 1006, 207)
announcement (50, 608, 386, 730)
announcement-body: جان‌نثاران فروشندگان مطبوعات خارجی مراتب جانبازی و فداکاری خودرا در راه اوامر آن پدر تاجدار اعلام و بدینوسیله مراتب تصمیم‌دولت را در مورد الغاء قرارداد ۱۹۳۷ ایران و عراق تائید و تنفیذ نموده و در راه حفظ میهن عزیز از هیچگونه فداکاری دریغ نخواهیم داشت. (773, 792, 1108, 872)
announcement-body: زنده باد آن آهنین عزمی که اندر عمر خویش / باری از خواهد نخواهد جز لیغ آبدار / یکی از هزار نفرعلاجه حلقه بگوش شاهنشاه آریامهر - بنده و جان‌نثار ناچیز فرما فرد خاندان جلیل سلطنت (773, 345, 1108, 393)
announcement-title: پیشگاه مبارک شاهنشاه آریامهر (466, 390, 692, 407)
announcement-title: پیشگاه مبارک شاهنشاه آریامهر (466, 1388, 692, 1406)
announcement-signature: رئیس دبیرستان - خسروپور (127, 1872, 309, 1888)
announcement-signature: با تقدیم احترامات ستلط فروش - محمودی - ولیزاده - حسین داور - قصبه اصغری - خراسانی (1143, 810, 1459, 841)
announcement-signature: رئیس اتحادیه لباسشوئی و خشکشوئیهای اصفهان حسن غفارزاده (414, 1478, 745, 1509)
announcement-body: جان‌نثاران اعضاء انجمن شهر شاهیندژ که از طرف قاطبه‌اهالی شهرستان شاهیندژ آذربایجان با کمال افتخار پشتیبانی خودرا از اقدام بزرگ شاهنشاه آریامهر که باعث سربلندی ملت ایران در انظار جهانیان گردیده معروض داشته و آمادگی خود را برای هرگونه جانبازی و فداکاری اعلام میداریم. (1134, 725, 1468, 805)
announcement (1134, 696, 1468, 866)
announcement-code: ۷۳۵۶-آ (1134, 2105, 1172, 2119)
announcement-title: پیشگاه مبارک شاهنشاه آریامهر (1188, 878, 1414, 895)
announcement (412, 936, 747, 1124)
